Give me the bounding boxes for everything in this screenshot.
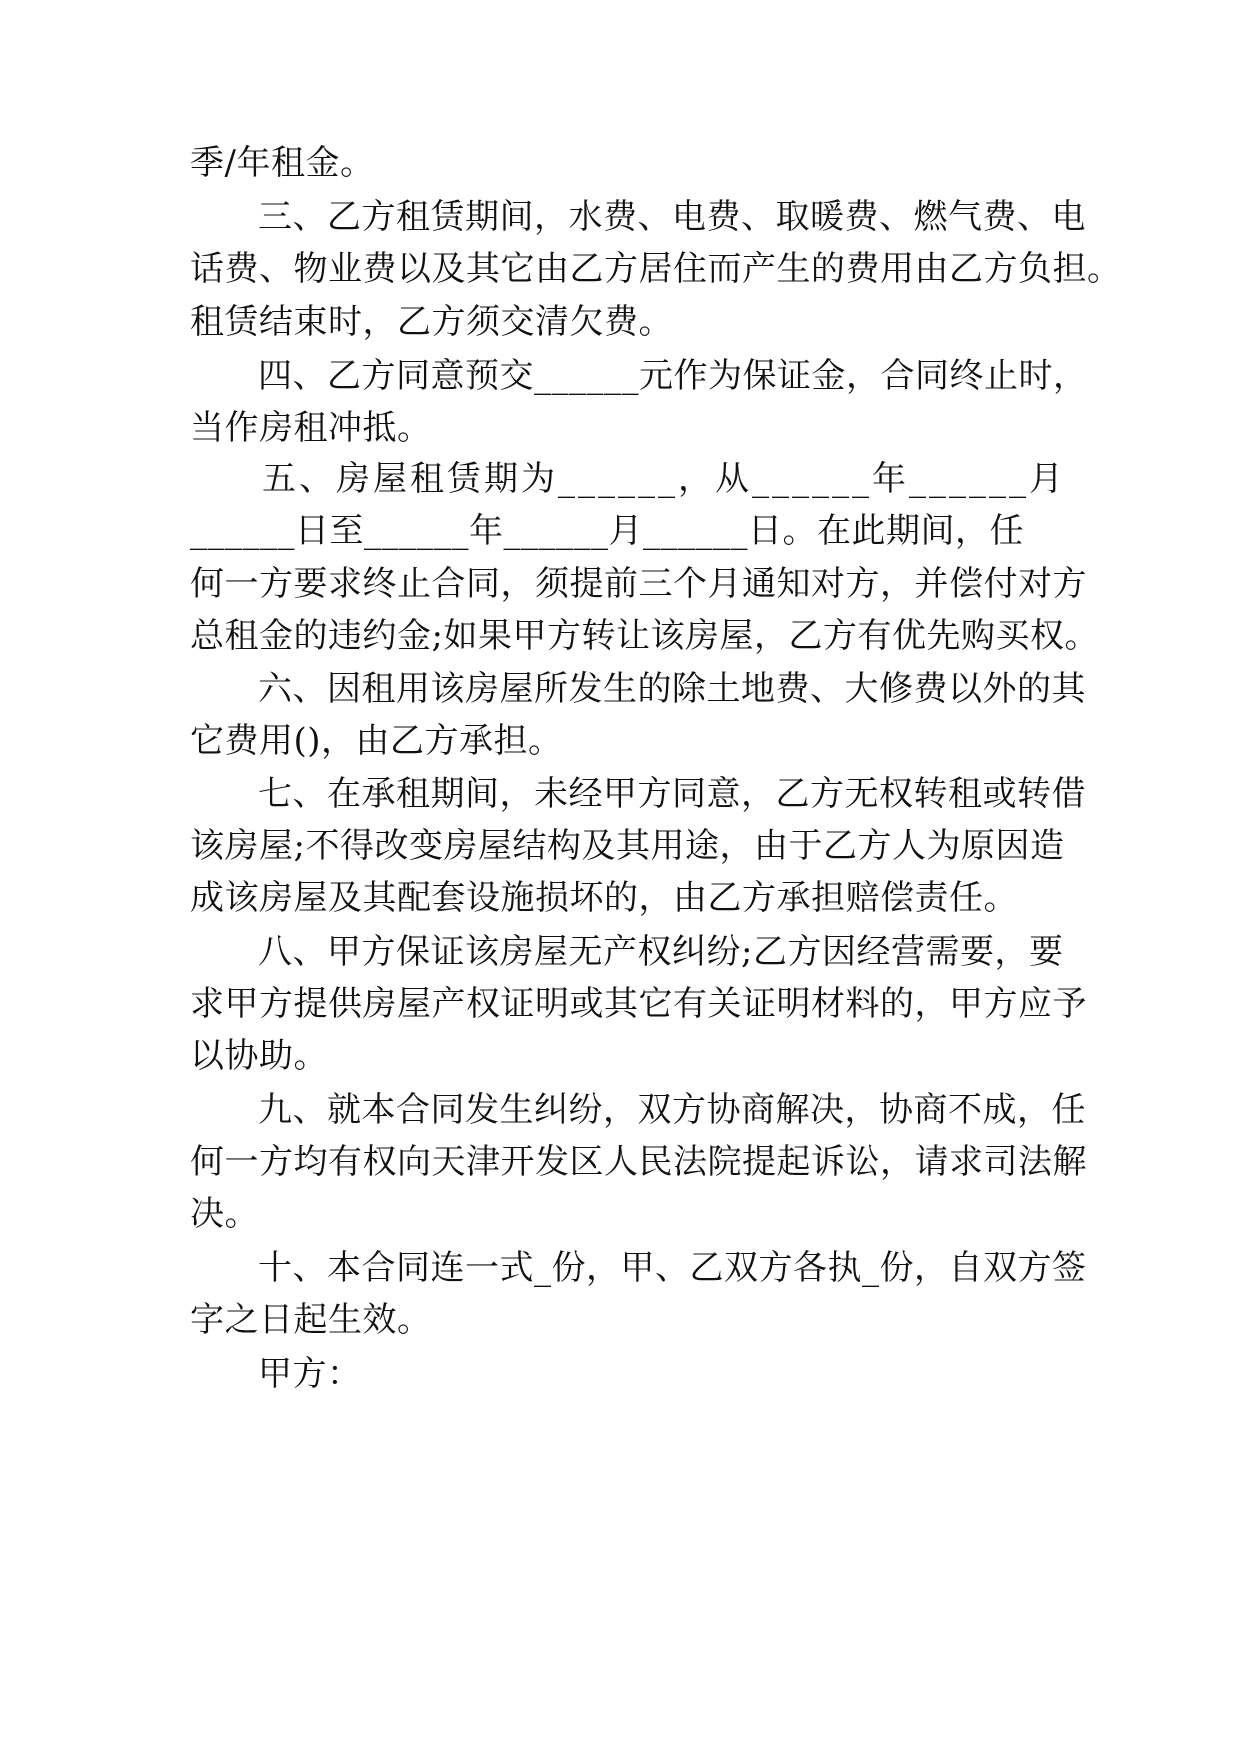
clause-3-line-3: 租赁结束时，乙方须交清欠费。 bbox=[190, 302, 673, 342]
clause-9-line-2: 何一方均有权向天津开发区人民法院提起诉讼，请求司法解 bbox=[190, 1142, 1087, 1182]
clause-9-line-1: 九、就本合同发生纠纷，双方协商解决，协商不成，任 bbox=[258, 1090, 1086, 1130]
clause-8-line-2: 求甲方提供房屋产权证明或其它有关证明材料的，甲方应予 bbox=[190, 984, 1087, 1024]
clause-5-line-1: 五、房屋租赁期为______，从______年______月 bbox=[262, 459, 1066, 499]
text-line: 季/年租金。 bbox=[190, 143, 375, 183]
clause-4-line-1: 四、乙方同意预交______元作为保证金，合同终止时， bbox=[258, 356, 1088, 396]
clause-5-line-4: 总租金的违约金;如果甲方转让该房屋，乙方有优先购买权。 bbox=[190, 616, 1099, 656]
clause-6-line-2: 它费用()，由乙方承担。 bbox=[190, 721, 563, 761]
clause-7-line-1: 七、在承租期间，未经甲方同意，乙方无权转租或转借 bbox=[258, 774, 1086, 814]
clause-5-line-2: ______日至______年______月______日。在此期间，任 bbox=[190, 511, 1024, 551]
clause-7-line-2: 该房屋;不得改变房屋结构及其用途，由于乙方人为原因造 bbox=[190, 826, 1065, 866]
clause-6-line-1: 六、因租用该房屋所发生的除土地费、大修费以外的其 bbox=[258, 669, 1086, 709]
clause-3-line-1: 三、乙方租赁期间，水费、电费、取暖费、燃气费、电 bbox=[258, 197, 1086, 237]
clause-7-line-3: 成该房屋及其配套设施损坏的，由乙方承担赔偿责任。 bbox=[190, 878, 1018, 918]
party-a-label: 甲方： bbox=[258, 1354, 362, 1394]
clause-4-line-2: 当作房租冲抵。 bbox=[190, 408, 432, 448]
clause-10-line-2: 字之日起生效。 bbox=[190, 1300, 432, 1340]
clause-9-line-3: 决。 bbox=[190, 1194, 259, 1234]
clause-8-line-3: 以协助。 bbox=[190, 1036, 328, 1076]
clause-5-line-3: 何一方要求终止合同，须提前三个月通知对方，并偿付对方 bbox=[190, 564, 1087, 604]
clause-3-line-2: 话费、物业费以及其它由乙方居住而产生的费用由乙方负担。 bbox=[190, 249, 1122, 289]
clause-8-line-1: 八、甲方保证该房屋无产权纠纷;乙方因经营需要，要 bbox=[258, 932, 1064, 972]
clause-10-line-1: 十、本合同连一式_份，甲、乙双方各执_份，自双方签 bbox=[258, 1248, 1087, 1288]
